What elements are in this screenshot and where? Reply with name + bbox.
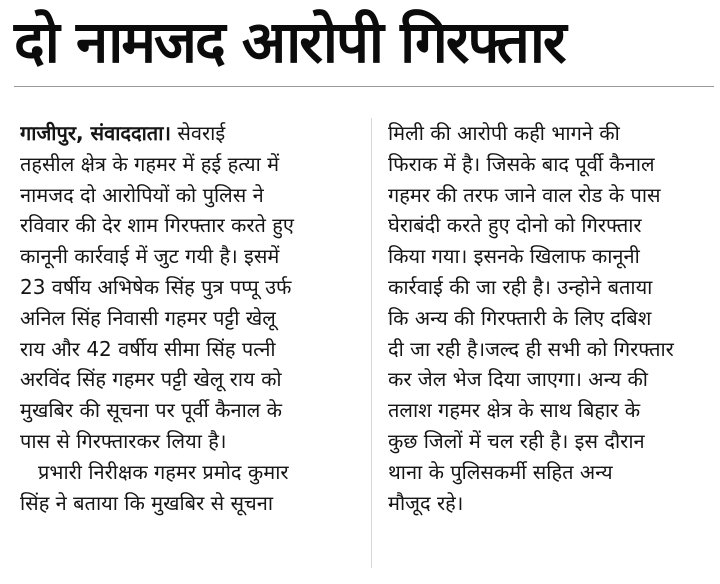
article-line: 23 वर्षीय अभिषेक सिंह पुत्र पप्पू उर्फ xyxy=(20,274,292,299)
article-line: कानूनी कार्रवाई में जुट गयी है। इसमें xyxy=(20,244,280,269)
article-line-text: सेवराई xyxy=(177,121,226,145)
article-line: मौजूद रहे। xyxy=(388,490,464,515)
article-line: थाना के पुलिसकर्मी सहित अन्य xyxy=(388,459,613,484)
headline: दो नामजद आरोपी गिरफ्तार xyxy=(14,8,565,76)
headline-rule xyxy=(14,86,714,87)
dateline: गाजीपुर, संवाददाता। xyxy=(20,121,171,145)
article-line: किया गया। इसनके खिलाफ कानूनी xyxy=(388,244,640,269)
article-line: मुखबिर की सूचना पर पूर्वी कैनाल के xyxy=(20,398,283,423)
article-line: पास से गिरफ्तारकर लिया है। xyxy=(20,428,227,453)
article-line: नामजद दो आरोपियों को पुलिस ने xyxy=(20,182,264,207)
article-line: कि अन्य की गिरफ्तारी के लिए दबिश xyxy=(388,305,652,330)
article-line: फिराक में है। जिसके बाद पूर्वी कैनाल xyxy=(388,151,655,176)
article-line: कर जेल भेज दिया जाएगा। अन्य की xyxy=(388,367,648,392)
article-line: राय और 42 वर्षीय सीमा सिंह पत्नी xyxy=(20,336,276,361)
article-line: रविवार की देर शाम गिरफ्तार करते हुए xyxy=(20,213,294,238)
article-line: दी जा रही है।जल्द ही सभी को गिरफ्तार xyxy=(388,336,674,361)
column-divider xyxy=(371,118,372,568)
article-column-right xyxy=(388,118,714,518)
article-line: कार्रवाई की जा रही है। उन्होने बताया xyxy=(388,274,653,299)
paragraph-start-line: प्रभारी निरीक्षक गहमर प्रमोद कुमार xyxy=(38,459,289,484)
article-line: तलाश गहमर क्षेत्र के साथ बिहार के xyxy=(388,398,641,423)
article-line: घेराबंदी करते हुए दोनो को गिरफ्तार xyxy=(388,213,642,238)
article-column-left xyxy=(20,118,356,518)
article-line: गहमर की तरफ जाने वाल रोड के पास xyxy=(388,182,661,207)
article-line: अनिल सिंह निवासी गहमर पट्टी खेलू xyxy=(20,305,276,330)
article-line xyxy=(20,118,356,149)
article-line: तहसील क्षेत्र के गहमर में हई हत्या में xyxy=(20,151,280,176)
article-line: मिली की आरोपी कही भागने की xyxy=(388,121,620,145)
article-line: अरविंद सिंह गहमर पट्टी खेलू राय को xyxy=(20,367,282,392)
article-line: सिंह ने बताया कि मुखबिर से सूचना xyxy=(20,490,274,515)
article-line: कुछ जिलों में चल रही है। इस दौरान xyxy=(388,428,645,453)
